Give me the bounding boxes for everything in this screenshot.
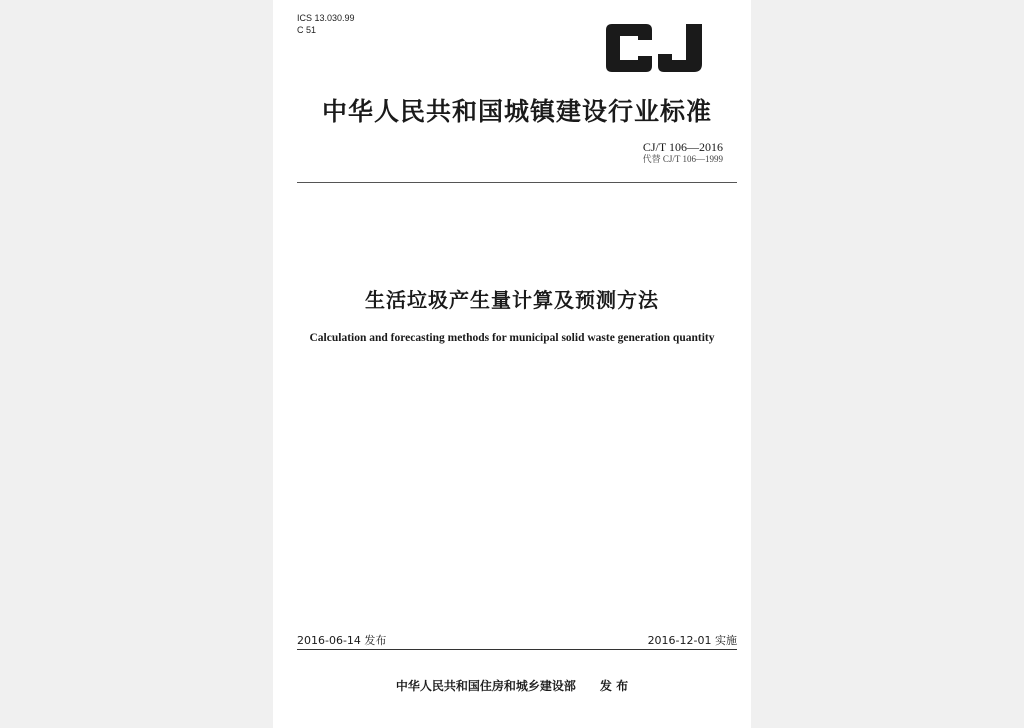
document-title: 生活垃圾产生量计算及预测方法 <box>365 288 659 312</box>
publisher-line <box>273 677 751 694</box>
cj-logo <box>602 22 706 74</box>
document-title-english: Calculation and forecasting methods for municipal solid waste generation quantity <box>309 332 715 344</box>
standard-code: CJ/T 106—2016 <box>642 140 723 154</box>
document-page <box>273 0 751 728</box>
bottom-divider <box>297 649 737 650</box>
publisher-action: 发 布 <box>599 679 629 693</box>
standard-number-block <box>643 140 723 165</box>
ics-code: ICS 13.030.99 <box>297 13 355 23</box>
issue-date: 2016-06-14 发布 <box>297 634 387 647</box>
replaces-standard: 代替 CJ/T 106—1999 <box>642 154 723 164</box>
top-divider <box>297 182 737 183</box>
implementation-date: 2016-12-01 实施 <box>647 634 737 647</box>
class-code: C 51 <box>297 25 317 35</box>
publisher-name: 中华人民共和国住房和城乡建设部 <box>395 679 576 693</box>
standard-title: 中华人民共和国城镇建设行业标准 <box>321 97 712 126</box>
classification-block <box>297 12 355 36</box>
